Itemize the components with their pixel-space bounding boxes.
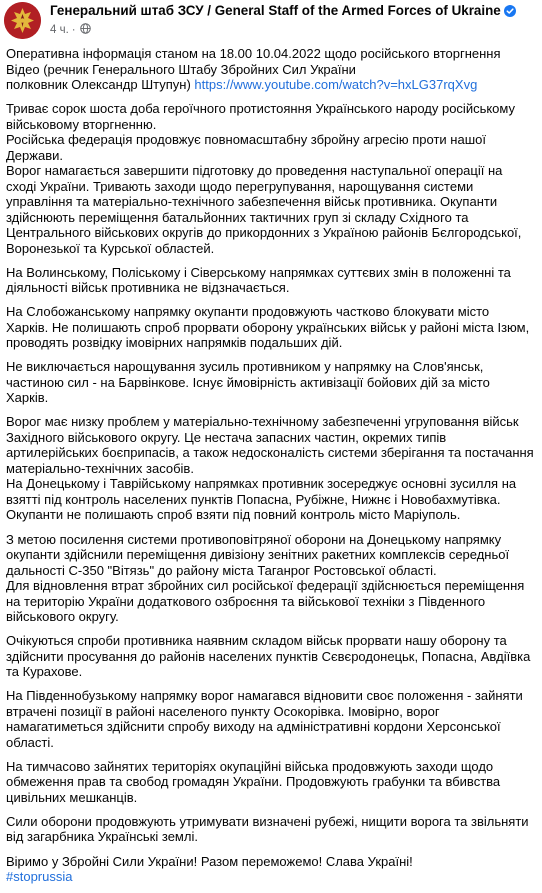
post-paragraph: Не виключається нарощування зусиль противником у напрямку на Слов'янськ, частиною сил - на Барвінкове. Існує ймовірність активізації бойових дій за місто Харків. [6, 359, 490, 406]
video-link[interactable]: https://www.youtube.com/watch?v=hxLG37rqXvg [194, 77, 478, 92]
post-paragraph: Очікуються спроби противника наявним складом військ прорвати нашу оборону та здійснити просування до районів населених пунктів Сєвєродонецьк, Попасна, Авдіївка та Курахове. [6, 633, 531, 680]
intro-line: полковник Олександр Штупун) [6, 77, 195, 92]
page-name-text[interactable]: Генеральний штаб ЗСУ / General Staff of the Armed Forces of Ukraine [50, 3, 501, 18]
intro-line: Відео (речник Генерального Штабу Збройних Сил України [6, 61, 356, 77]
post-paragraph: На Слобожанському напрямку окупанти продовжують частково блокувати місто Харків. Не полишають спроб прорвати оборону українських військ у районі міста Ізюм, проводять розвідку імовірних напрямків подальших дій. [6, 304, 530, 351]
post-time[interactable]: 4 ч. [50, 24, 69, 36]
post-paragraph: Триває сорок шоста доба героїчного протистояння Українського народу російському військовому вторгненню. Російська федерація продовжує повномасштабну збройну агресію проти нашої Держави. Ворог намагається завершити підготовку до проведення наступальної операції на сході України. Тривають заходи щодо перегрупування, нарощування системи управління та матеріально-технічного забезпечення військ противника. Окупанти здійснюють переміщення батальйонних тактичних груп зі складу Східного та Центрального військових округів до прикордонних з Україною районів Бєлгородської, Воронезької та Курської областей. [6, 101, 522, 256]
meta-separator: · [71, 24, 76, 36]
closing-text: Віримо у Збройні Сили України! Разом переможемо! Слава Україні! [6, 853, 413, 869]
page-avatar[interactable] [4, 2, 41, 39]
post-body [6, 46, 534, 893]
intro-line: Оперативна інформація станом на 18.00 10.04.2022 щодо російського вторгнення [6, 46, 501, 61]
post-paragraph: З метою посилення системи противоповітряної оборони на Донецькому напрямку окупанти здійснили переміщення дивізіону зенітних ракетних комплексів середньої дальності С-350 "Вітязь" до району міста Таганрог Ростовської області. Для відновлення втрат збройних сил російської федерації здійснюється переміщення на територію України додаткового озброєння та військової техніки з Південного військового округу. [6, 531, 525, 625]
globe-icon[interactable] [80, 23, 91, 37]
post-meta [50, 23, 91, 37]
post-paragraph: Ворог має низку проблем у матеріально-технічному забезпеченні угруповання військ Західного військового округу. Це нестача запасних частин, окремих типів артилерійських боєприпасів, а також недосконалість системи зберігання та постачання матеріально-технічних засобів. На Донецькому і Таврійському напрямках противник зосереджує основні зусилля на взятті під контроль населених пунктів Попасна, Рубіжне, Нижнє і Новобахмутівка. Окупанти не полишають спроб взяти під повний контроль місто Маріуполь. [6, 414, 534, 523]
intro-paragraph [6, 46, 534, 93]
hashtag-link[interactable]: #stoprussia [6, 869, 73, 885]
post-paragraph: На Південнобузькому напрямку ворог намагався відновити своє положення - зайняти втрачені позиції в районі населеного пункту Осокорівка. Імовірно, ворог намагатиметься здійснити спробу виходу на адміністративні кордони Херсонської області. [6, 688, 523, 750]
page-name[interactable] [50, 3, 516, 20]
post-paragraph: На тимчасово зайнятих територіях окупаційні війська продовжують заходи щодо обмеження прав та свобод громадян України. Продовжують грабунки та вбивства цивільних мешканців. [6, 758, 501, 805]
post-paragraph: Сили оборони продовжують утримувати визначені рубежі, нищити ворога та звільняти від загарбника Українські землі. [6, 813, 529, 845]
armed-forces-emblem-icon [4, 2, 41, 39]
post-header [4, 2, 538, 42]
verified-badge-icon [504, 5, 516, 20]
closing-paragraph [6, 854, 534, 885]
post-paragraph: На Волинському, Поліському і Сіверському напрямках суттєвих змін в положенні та діяльності військ противника не відзначається. [6, 264, 511, 296]
